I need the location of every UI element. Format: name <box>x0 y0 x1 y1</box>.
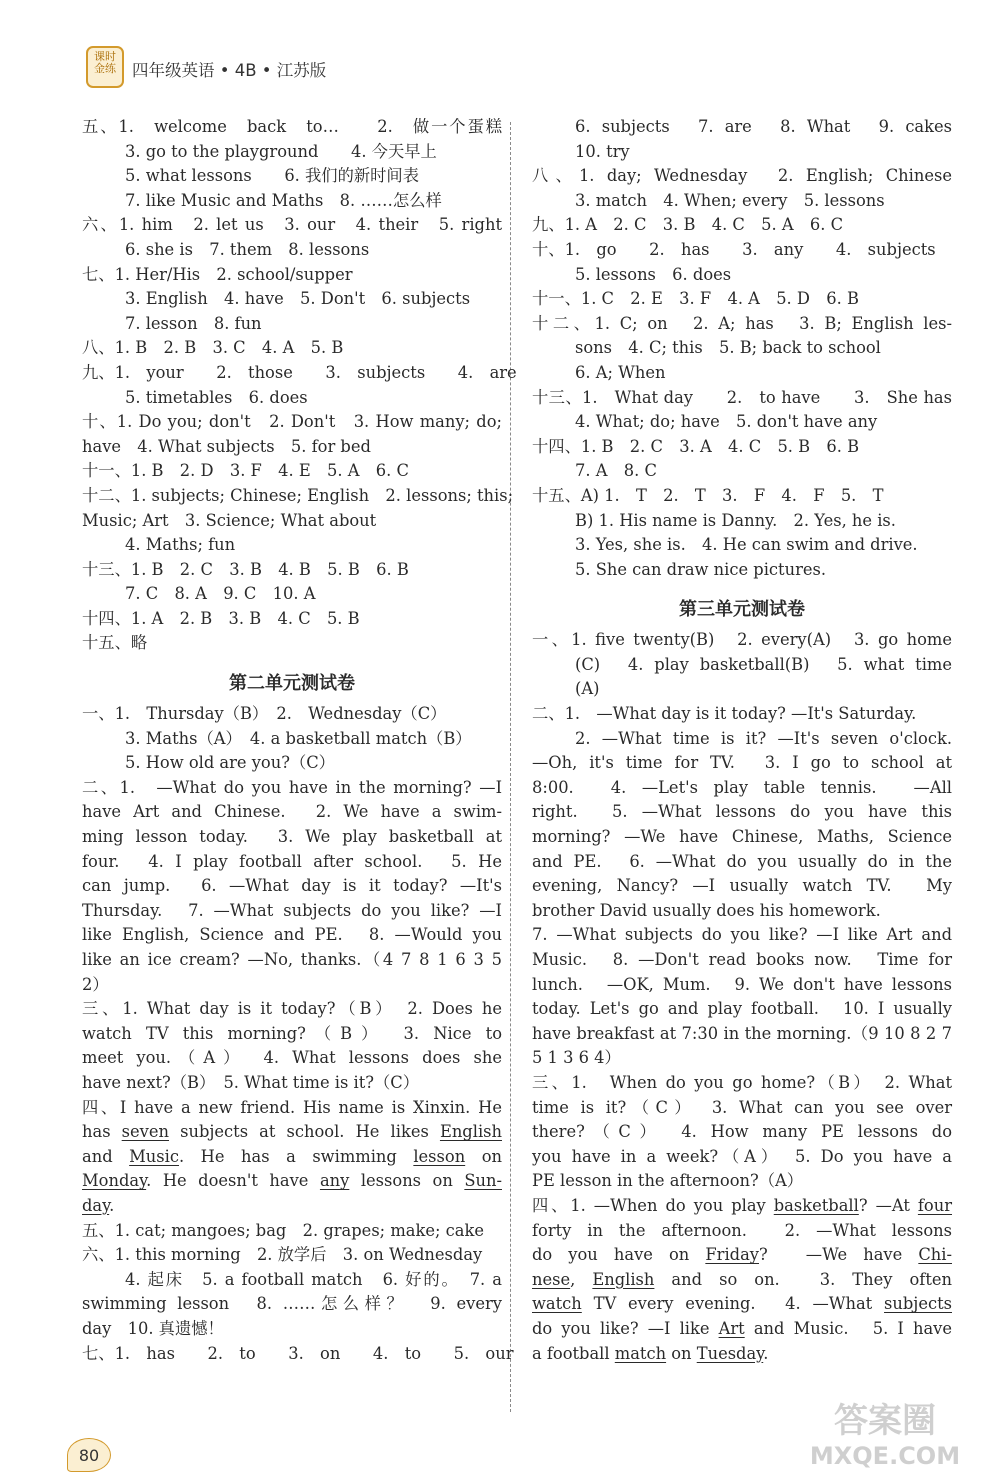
answer-line: 5. what lessons 6. 我们的新时间表 <box>125 166 419 186</box>
left-column <box>82 115 517 1366</box>
answer-line: there?（C） 4. How many PE lessons do <box>532 1122 952 1142</box>
answer-line: 5. How old are you?（C） <box>125 753 335 773</box>
answer-line: 3. match 4. When; every 5. lessons <box>575 190 885 210</box>
answer-line: can jump. 6. —What day is it today? —It's <box>82 876 502 896</box>
answer-line: morning? —We have Chinese, Maths, Science <box>532 827 952 847</box>
column-divider <box>510 122 511 1412</box>
answer-line: watch TV this morning?（B） 3. Nice to <box>82 1023 502 1043</box>
answer-line: 十一、1. B 2. D 3. F 4. E 5. A 6. C <box>82 461 409 481</box>
answer-line: 七、1. has 2. to 3. on 4. to 5. our <box>82 1343 514 1363</box>
answer-line: 十、1. go 2. has 3. any 4. subjects <box>532 239 936 259</box>
answer-line: (A) <box>575 679 600 699</box>
answer-line: 二、1. —What day is it today? —It's Saturday. <box>532 704 917 724</box>
answer-line: 7. lesson 8. fun <box>125 313 262 333</box>
answer-line: 6. she is 7. them 8. lessons <box>125 239 370 259</box>
filled-blank: seven <box>121 1122 169 1142</box>
page-header <box>86 46 506 90</box>
answer-line: four. 4. I play football after school. 5. He <box>82 851 502 871</box>
answer-line: —Oh, it's time for TV. 3. I go to school at <box>532 753 952 773</box>
answer-line: Thursday. 7. —What subjects do you like? —I <box>82 900 502 920</box>
answer-line: 7. C 8. A 9. C 10. A <box>125 584 316 604</box>
answer-line: 十四、1. B 2. C 3. A 4. C 5. B 6. B <box>532 436 860 456</box>
answer-line: 2. —What time is it? —It's seven o'clock. <box>575 728 952 748</box>
filled-blank: lesson <box>413 1146 466 1166</box>
answer-line: 十三、1. What day 2. to have 3. She has <box>532 387 952 407</box>
filled-blank: Chi- <box>918 1245 952 1265</box>
answer-line: have Art and Chinese. 2. We have a swim- <box>82 802 502 822</box>
watermark-top-text: 答案圈 <box>834 1401 936 1441</box>
filled-blank: Music <box>129 1146 179 1166</box>
answer-line: sons 4. C; this 5. B; back to school <box>575 338 881 358</box>
answer-line: Music; Art 3. Science; What about <box>82 510 377 530</box>
watermark-bottom-text: MXQE.COM <box>809 1442 961 1470</box>
watermark-logo <box>780 1392 990 1472</box>
answer-line: swimming lesson 8. ……怎么样？ 9. every <box>82 1294 502 1314</box>
answer-line: evening, Nancy? —I usually watch TV. My <box>532 876 952 896</box>
answer-line: 一、1. Thursday（B） 2. Wednesday（C） <box>82 704 447 724</box>
answer-line: 十五、略 <box>82 633 148 653</box>
book-title: 四年级英语 • 4B • 江苏版 <box>132 61 327 80</box>
answer-line: 8:00. 4. —Let's play table tennis. —All <box>532 777 952 797</box>
answer-line: PE lesson in the afternoon?（A） <box>532 1171 804 1191</box>
answer-line: watch TV every evening. 4. —What subjects <box>532 1294 952 1314</box>
filled-blank: basketball <box>773 1195 859 1215</box>
filled-blank: Sun- <box>464 1171 502 1191</box>
answer-line: 3. go to the playground 4. 今天早上 <box>125 141 437 161</box>
answer-line: 7. —What subjects do you like? —I like Art and <box>532 925 952 945</box>
answer-line: 四、1. —When do you play basketball? —At four <box>532 1195 952 1215</box>
answer-line: like English, Science and PE. 8. —Would you <box>82 925 502 945</box>
answer-line: and PE. 6. —What do you usually do in the <box>532 851 952 871</box>
answer-line: 八、1. B 2. B 3. C 4. A 5. B <box>82 338 344 358</box>
answer-line: have next?（B） 5. What time is it?（C） <box>82 1072 420 1092</box>
answer-line: have 4. What subjects 5. for bed <box>82 436 371 456</box>
answer-line: 一、1. five twenty(B) 2. every(A) 3. go home <box>532 630 952 650</box>
answer-line: 10. try <box>575 141 630 161</box>
filled-blank: Friday <box>705 1245 759 1265</box>
answer-line: 六、1. him 2. let us 3. our 4. their 5. right <box>82 215 502 235</box>
answer-line: 七、1. Her/His 2. school/supper <box>82 264 353 284</box>
answer-line: a football match on Tuesday. <box>532 1343 769 1363</box>
answer-line: 7. A 8. C <box>575 461 657 481</box>
answer-line: 4. Maths; fun <box>125 535 236 555</box>
filled-blank: day <box>82 1195 110 1215</box>
answer-line: do you have on Friday? —We have Chi- <box>532 1245 952 1265</box>
answer-line: 2） <box>82 974 109 994</box>
answer-line: 5. timetables 6. does <box>125 387 308 407</box>
answer-line: 十四、1. A 2. B 3. B 4. C 5. B <box>82 608 360 628</box>
filled-blank: English <box>592 1269 655 1289</box>
answer-line: 7. like Music and Maths 8. ……怎么样 <box>125 190 442 210</box>
answer-line: 3. Maths（A） 4. a basketball match（B） <box>125 728 472 748</box>
answer-line: 3. Yes, she is. 4. He can swim and drive. <box>575 535 918 555</box>
answer-line: Monday. He doesn't have any lessons on Sun- <box>82 1171 502 1191</box>
filled-blank: Monday <box>82 1171 147 1191</box>
answer-line: 6. A; When <box>575 362 666 382</box>
answer-line: 六、1. this morning 2. 放学后 3. on Wednesday <box>82 1245 483 1265</box>
answer-line: 五、1. welcome back to… 2. 做一个蛋糕 <box>82 117 502 136</box>
answer-line: 十五、A) 1. T 2. T 3. F 4. F 5. T <box>532 485 884 505</box>
answer-line: brother David usually does his homework. <box>532 900 881 920</box>
answer-line: today. Let's go and play football. 10. I usually <box>532 999 952 1019</box>
answer-line: 十、1. Do you; don't 2. Don't 3. How many; do; <box>82 412 502 432</box>
answer-line: have breakfast at 7:30 in the morning.（9 10 8 2 7 <box>532 1023 952 1043</box>
answer-line: 八、1. day; Wednesday 2. English; Chinese <box>532 166 952 186</box>
answer-line: 5. She can draw nice pictures. <box>575 559 827 579</box>
answer-line: 三、1. When do you go home?（B） 2. What <box>532 1072 952 1092</box>
answer-line: 四、I have a new friend. His name is Xinxin. He <box>82 1097 502 1117</box>
filled-blank: Art <box>718 1318 745 1338</box>
answer-line: forty in the afternoon. 2. —What lessons <box>532 1220 952 1240</box>
section-title: 第三单元测试卷 <box>679 599 805 621</box>
answer-line: 十三、1. B 2. C 3. B 4. B 5. B 6. B <box>82 559 409 579</box>
section-title: 第二单元测试卷 <box>229 673 355 695</box>
answer-line: 3. English 4. have 5. Don't 6. subjects <box>125 289 471 309</box>
answer-line: 4. What; do; have 5. don't have any <box>575 412 878 432</box>
answer-line: 三、1. What day is it today?（B） 2. Does he <box>82 999 502 1019</box>
answer-line: 二、1. —What do you have in the morning? —I <box>82 777 502 797</box>
answer-line: 十二、1. subjects; Chinese; English 2. lessons; this; <box>82 485 514 505</box>
filled-blank: match <box>614 1343 667 1363</box>
answer-line: has seven subjects at school. He likes English <box>82 1122 502 1142</box>
answer-line: 十二、1. C; on 2. A; has 3. B; English les- <box>532 313 952 333</box>
filled-blank: English <box>439 1122 502 1142</box>
answer-line: nese, English and so on. 3. They often <box>532 1269 952 1289</box>
answer-line: 九、1. A 2. C 3. B 4. C 5. A 6. C <box>532 215 844 235</box>
answer-line: lunch. —OK, Mum. 9. We don't have lessons <box>532 974 952 994</box>
answer-line: 4. 起床 5. a football match 6. 好的。 7. a <box>125 1269 502 1289</box>
logo-line-1: 课时 <box>94 50 116 63</box>
filled-blank: any <box>319 1171 350 1191</box>
answer-line: meet you.（A） 4. What lessons does she <box>82 1048 502 1068</box>
answer-line: 九、1. your 2. those 3. subjects 4. are <box>82 362 517 382</box>
answer-line: day 10. 真遗憾！ <box>82 1318 224 1338</box>
filled-blank: watch <box>532 1294 582 1314</box>
answer-line: you have in a week?（A） 5. Do you have a <box>532 1146 952 1166</box>
filled-blank: subjects <box>884 1294 952 1314</box>
answer-line: and Music. He has a swimming lesson on <box>82 1146 502 1166</box>
right-column <box>532 115 952 1366</box>
answer-line: day. <box>82 1195 115 1215</box>
answer-line: right. 5. —What lessons do you have this <box>532 802 952 822</box>
answer-line: 五、1. cat; mangoes; bag 2. grapes; make; cake <box>82 1220 484 1240</box>
answer-line: ming lesson today. 3. We play basketball at <box>82 827 502 847</box>
answer-line: Music. 8. —Don't read books now. Time for <box>532 950 952 969</box>
book-logo <box>86 46 124 88</box>
answer-line: 十一、1. C 2. E 3. F 4. A 5. D 6. B <box>532 289 859 309</box>
answer-line: 6. subjects 7. are 8. What 9. cakes <box>575 117 952 136</box>
answer-line: do you like? —I like Art and Music. 5. I have <box>532 1318 952 1338</box>
filled-blank: nese <box>532 1269 571 1289</box>
filled-blank: four <box>917 1195 952 1215</box>
answer-line: 5. lessons 6. does <box>575 264 732 284</box>
filled-blank: Tuesday <box>696 1343 764 1363</box>
answer-line: B) 1. His name is Danny. 2. Yes, he is. <box>575 510 896 530</box>
logo-line-2: 金练 <box>94 62 116 75</box>
page-number: 80 <box>67 1438 111 1472</box>
answer-line: (C) 4. play basketball(B) 5. what time <box>575 654 952 674</box>
answer-line: time is it?（C） 3. What can you see over <box>532 1097 952 1117</box>
answer-line: like an ice cream? —No, thanks.（4 7 8 1 6 3 5 <box>82 950 502 969</box>
answer-line: 5 1 3 6 4） <box>532 1048 621 1068</box>
